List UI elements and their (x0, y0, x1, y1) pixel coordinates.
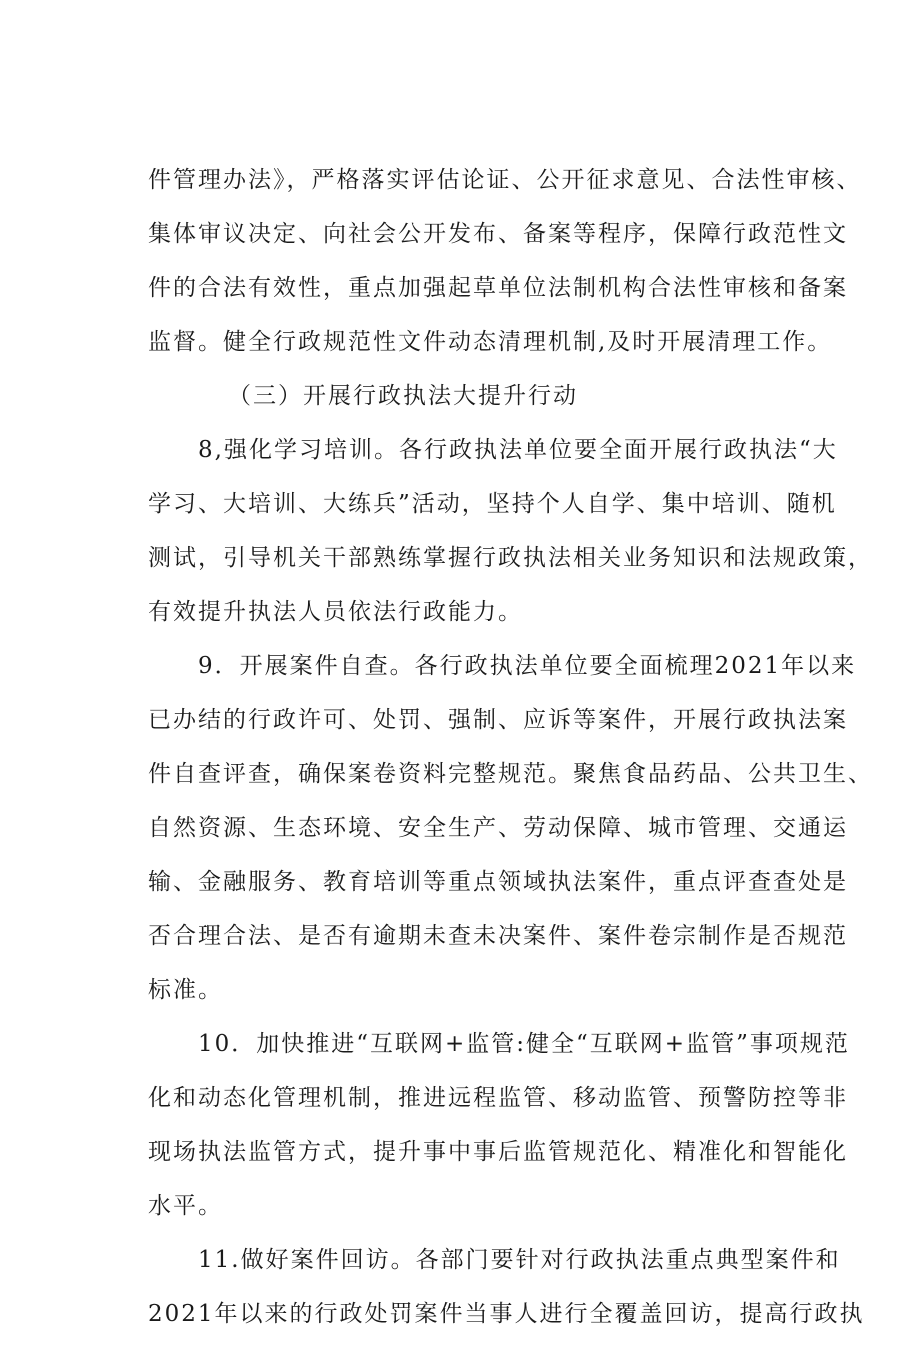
paragraph-line: 已办结的行政许可、处罚、强制、应诉等案件，开展行政执法案 (148, 707, 848, 733)
paragraph-line: 有效提升执法人员依法行政能力。 (148, 599, 523, 625)
paragraph-line: 现场执法监管方式，提升事中事后监管规范化、精准化和智能化 (148, 1139, 848, 1165)
paragraph-line: 标准。 (148, 977, 223, 1003)
paragraph-line: 输、金融服务、教育培训等重点领域执法案件，重点评查查处是 (148, 869, 848, 895)
paragraph-line: 10．加快推进“互联网+监管:健全“互联网+监管”事项规范 (198, 1031, 850, 1057)
paragraph-line: 水平。 (148, 1193, 223, 1219)
paragraph-line: 学习、大培训、大练兵”活动，坚持个人自学、集中培训、随机 (148, 491, 837, 517)
paragraph-line: 件自查评查，确保案卷资料完整规范。聚焦食品药品、公共卫生、 (148, 761, 873, 787)
paragraph-line: 自然资源、生态环境、安全生产、劳动保障、城市管理、交通运 (148, 815, 848, 841)
paragraph-line: 测试，引导机关干部熟练掌握行政执法相关业务知识和法规政策， (148, 545, 873, 571)
paragraph-line: 监督。健全行政规范性文件动态清理机制,及时开展清理工作。 (148, 329, 833, 355)
paragraph-line: 件管理办法》，严格落实评估论证、公开征求意见、合法性审核、 (148, 167, 862, 193)
paragraph-line: 11.做好案件回访。各部门要针对行政执法重点典型案件和 (198, 1247, 841, 1273)
paragraph-line: 化和动态化管理机制，推进远程监管、移动监管、预警防控等非 (148, 1085, 848, 1111)
paragraph-line: 否合理合法、是否有逾期未查未决案件、案件卷宗制作是否规范 (148, 923, 848, 949)
paragraph-line: 件的合法有效性，重点加强起草单位法制机构合法性审核和备案 (148, 275, 848, 301)
section-heading: （三）开展行政执法大提升行动 (228, 383, 578, 409)
document-body (148, 160, 873, 1348)
paragraph-line: 9．开展案件自查。各行政执法单位要全面梳理2021年以来 (198, 653, 857, 679)
paragraph-line: 集体审议决定、向社会公开发布、备案等程序，保障行政范性文 (148, 221, 848, 247)
paragraph-line: 8,强化学习培训。各行政执法单位要全面开展行政执法“大 (198, 437, 838, 463)
paragraph-line: 2021年以来的行政处罚案件当事人进行全覆盖回访，提高行政执 (148, 1301, 865, 1327)
